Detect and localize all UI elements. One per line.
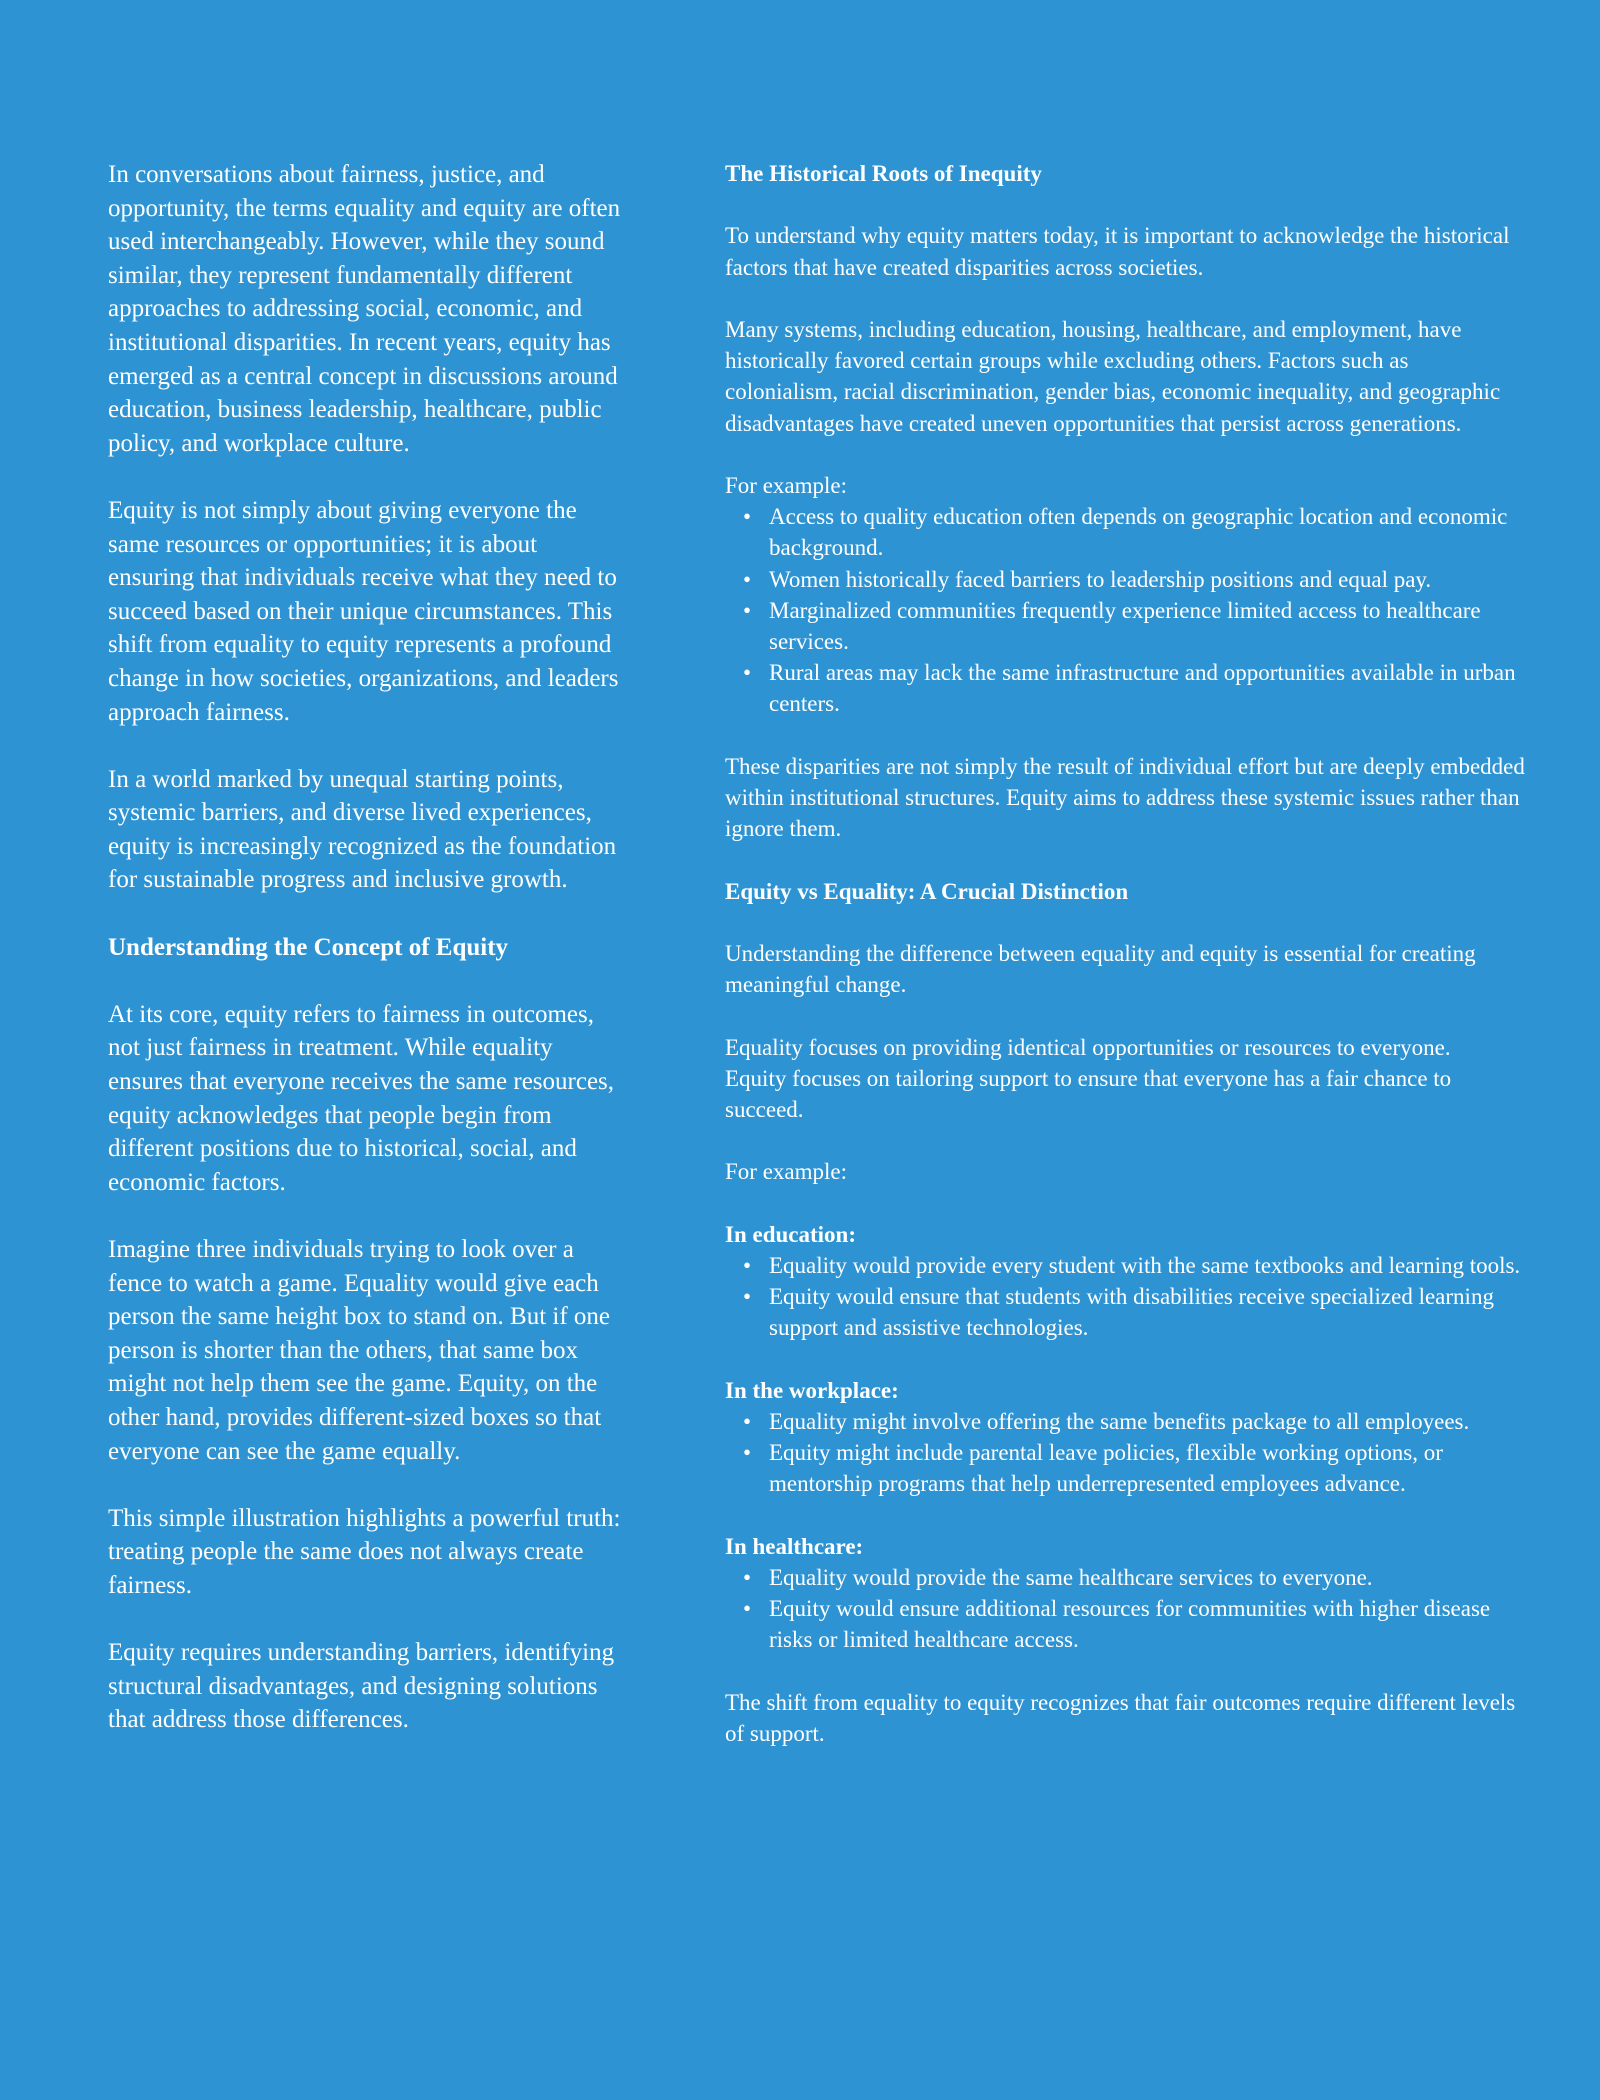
concept-paragraph-4: Equity requires understanding barriers, identifying structural disadvantages, and designing solutions that address those differences. <box>108 1639 615 1734</box>
right-column <box>725 158 1525 1749</box>
education-label: In education: <box>725 1221 856 1247</box>
section-heading-distinction: Equity vs Equality: A Crucial Distinction <box>725 878 1129 904</box>
bullet-icon: • <box>743 1440 752 1466</box>
section-heading-concept: Understanding the Concept of Equity <box>108 933 509 961</box>
bullet-icon: • <box>743 660 752 686</box>
bullet-icon: • <box>743 1596 752 1622</box>
list-item-text: Equality would provide every student with the same textbooks and learning tools. <box>769 1252 1521 1278</box>
healthcare-label: In healthcare: <box>725 1533 864 1559</box>
list-item <box>743 1593 1525 1655</box>
for-example-label-2: For example: <box>725 1159 847 1185</box>
workplace-bullet-list <box>725 1406 1525 1500</box>
list-item-text: Rural areas may lack the same infrastructure and opportunities available in urban centers. <box>769 660 1516 717</box>
list-item-text: Women historically faced barriers to leadership positions and equal pay. <box>769 566 1432 592</box>
list-item <box>743 657 1525 719</box>
intro-paragraph-2: Equity is not simply about giving everyone the same resources or opportunities; it is about ensuring that individuals receive what they need to succeed based on their unique circumstances. This shift from equality to equity represents a profound change in how societies, organizations, and leaders approach fairness. <box>108 496 619 726</box>
education-bullet-list <box>725 1250 1525 1344</box>
bullet-icon: • <box>743 1408 752 1434</box>
roots-paragraph-2: Many systems, including education, housing, healthcare, and employment, have historically favored certain groups while excluding others. Factors such as colonialism, racial discrimination, gender bias, economic inequality, and geographic disadvantages have created uneven opportunities that persist across generations. <box>725 316 1501 436</box>
list-item <box>743 1562 1525 1593</box>
bullet-icon: • <box>743 597 752 623</box>
list-item-text: Equity would ensure that students with disabilities receive specialized learning support and assistive technologies. <box>769 1284 1494 1341</box>
bullet-icon: • <box>743 1284 752 1310</box>
intro-paragraph-3: In a world marked by unequal starting points, systemic barriers, and diverse lived experiences, equity is increasingly recognized as the foundation for sustainable progress and inclusive growth. <box>108 765 617 894</box>
concept-paragraph-2: Imagine three individuals trying to look over a fence to watch a game. Equality would give each person the same height box to stand on. But if one person is shorter than the others, that same box might not help them see the game. Equity, on the other hand, provides different-sized boxes so that everyone can see the game equally. <box>108 1236 611 1465</box>
intro-paragraph-1: In conversations about fairness, justice, and opportunity, the terms equality and equity are often used interchangeably. However, while they sound similar, they represent fundamentally different approaches to addressing social, economic, and institutional disparities. In recent years, equity has emerged as a central concept in discussions around education, business leadership, healthcare, public policy, and workplace culture. <box>108 161 621 457</box>
list-item-text: Equality would provide the same healthcare services to everyone. <box>769 1564 1373 1590</box>
section-heading-roots: The Historical Roots of Inequity <box>725 161 1042 186</box>
list-item-text: Equity would ensure additional resources for communities with higher disease risks or limited healthcare access. <box>769 1596 1491 1653</box>
list-item <box>743 1406 1525 1437</box>
distinction-paragraph-2b: Equity focuses on tailoring support to ensure that everyone has a fair chance to succeed. <box>725 1065 1452 1122</box>
list-item <box>743 564 1525 595</box>
roots-paragraph-3: These disparities are not simply the result of individual effort but are deeply embedded within institutional structures. Equity aims to address these systemic issues rather than ignore them. <box>725 753 1525 842</box>
bullet-icon: • <box>743 1252 752 1278</box>
healthcare-bullet-list <box>725 1562 1525 1656</box>
list-item <box>743 1281 1525 1343</box>
distinction-paragraph-2a: Equality focuses on providing identical opportunities or resources to everyone. <box>725 1034 1451 1060</box>
closing-paragraph: The shift from equality to equity recognizes that fair outcomes require different levels of support. <box>725 1689 1516 1746</box>
concept-paragraph-3: This simple illustration highlights a powerful truth: treating people the same does not always create fairness. <box>108 1504 621 1599</box>
list-item <box>743 1437 1525 1499</box>
list-item <box>743 595 1525 657</box>
distinction-paragraph-1: Understanding the difference between equality and equity is essential for creating meaningful change. <box>725 940 1476 998</box>
concept-paragraph-1: At its core, equity refers to fairness in outcomes, not just fairness in treatment. While equality ensures that everyone receives the same resources, equity acknowledges that people begin from different positions due to historical, social, and economic factors. <box>108 1000 615 1196</box>
list-item <box>743 501 1525 563</box>
bullet-icon: • <box>743 504 752 530</box>
left-column <box>108 158 628 1771</box>
roots-paragraph-1: To understand why equity matters today, it is important to acknowledge the historical factors that have created disparities across societies. <box>725 223 1510 280</box>
list-item-text: Equity might include parental leave policies, flexible working options, or mentorship programs that help underrepresented employees advance. <box>769 1440 1443 1497</box>
list-item-text: Marginalized communities frequently experience limited access to healthcare services. <box>769 597 1481 654</box>
list-item-text: Equality might involve offering the same benefits package to all employees. <box>769 1408 1470 1434</box>
list-item-text: Access to quality education often depends on geographic location and economic background. <box>769 504 1508 561</box>
workplace-label: In the workplace: <box>725 1377 899 1403</box>
bullet-icon: • <box>743 566 752 592</box>
roots-bullet-list <box>725 501 1525 719</box>
list-item <box>743 1250 1525 1281</box>
bullet-icon: • <box>743 1564 752 1590</box>
for-example-label: For example: <box>725 472 847 498</box>
